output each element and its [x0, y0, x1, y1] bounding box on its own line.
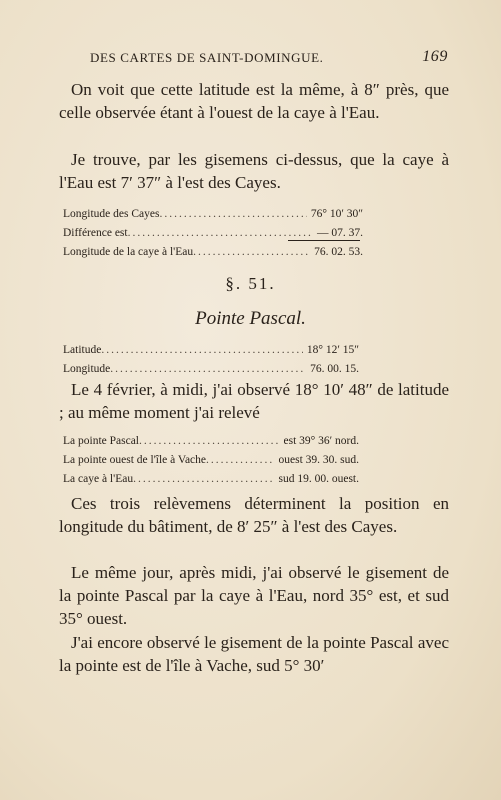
leader-dots [159, 205, 306, 224]
row-label: Longitude de la caye à l'Eau [63, 246, 194, 258]
leader-dots [206, 451, 274, 470]
row-value: est 39° 36′ nord. [283, 435, 359, 447]
running-title: DES CARTES DE SAINT-DOMINGUE. [90, 50, 324, 65]
table-row [63, 451, 359, 470]
paragraph-1: On voit que cette latitude est la même, à 8″ près, que celle observée étant à l'ouest de la caye à l'Eau. [59, 80, 449, 122]
row-value: — 07. 37. [317, 227, 363, 239]
paragraph-4: Ces trois relèvemens déterminent la position en longitude du bâtiment, de 8′ 25″ à l'est des Cayes. [59, 494, 449, 536]
row-label: Longitude des Cayes [63, 208, 160, 220]
section-title: Pointe Pascal. [195, 308, 306, 329]
row-value: 76° 10′ 30″ [310, 208, 363, 220]
row-label: La caye à l'Eau [63, 473, 134, 485]
longitude-total [63, 243, 363, 262]
row-value: 76. 02. 53. [314, 246, 363, 258]
section-number: §. 51. [225, 274, 276, 293]
table-row [63, 205, 363, 224]
table-row [63, 432, 359, 451]
paragraph-3: Le 4 février, à midi, j'ai observé 18° 10′ 48″ de latitude ; au même moment j'ai relevé [59, 380, 449, 422]
row-label: Différence est [63, 227, 128, 239]
table-row [63, 243, 363, 262]
row-value: 76. 00. 15. [310, 363, 359, 375]
position-table [63, 341, 359, 379]
paragraph-2: Je trouve, par les gisemens ci-dessus, que la caye à l'Eau est 7′ 37″ à l'est des Cayes. [59, 150, 449, 192]
sum-rule [288, 240, 360, 241]
leader-dots [133, 470, 274, 489]
leader-dots [101, 341, 303, 360]
table-row [63, 341, 359, 360]
row-value: 18° 12′ 15″ [306, 344, 359, 356]
leader-dots [110, 360, 306, 379]
longitude-table [63, 205, 363, 243]
table-row [63, 360, 359, 379]
row-label: Longitude [63, 363, 111, 375]
paragraph-5: Le même jour, après midi, j'ai observé le gisement de la pointe Pascal par la caye à l'Eau, nord 35° est, et sud 35° ouest. [59, 563, 449, 628]
leader-dots [128, 224, 313, 243]
page-number: 169 [422, 48, 448, 65]
table-row [63, 470, 359, 489]
row-label: Latitude [63, 344, 102, 356]
row-value: sud 19. 00. ouest. [278, 473, 359, 485]
row-label: La pointe ouest de l'île à Vache [63, 454, 207, 466]
row-label: La pointe Pascal [63, 435, 140, 447]
paragraph-6: J'ai encore observé le gisement de la pointe Pascal avec la pointe est de l'île à Vache, sud 5° 30′ [59, 633, 449, 675]
leader-dots [139, 432, 280, 451]
bearings-table [63, 432, 359, 489]
leader-dots [193, 243, 310, 262]
row-value: ouest 39. 30. sud. [278, 454, 359, 466]
